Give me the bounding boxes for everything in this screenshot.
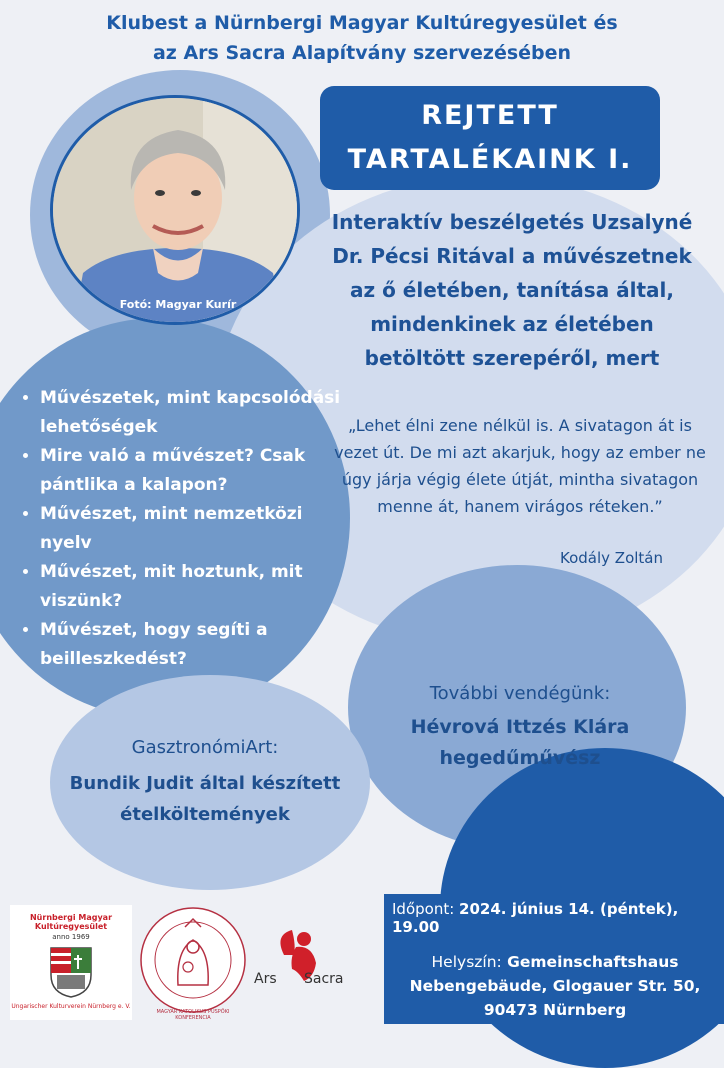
- header-line2: az Ars Sacra Alapítvány szervezésében: [152, 42, 572, 64]
- club-logo-year: anno 1969: [52, 933, 90, 941]
- photo-credit: Fotó: Magyar Kurír: [119, 298, 237, 311]
- bishops-logo-text: MAGYAR KATOLIKUS PÜSPÖKI KONFERENCIA: [156, 1009, 230, 1021]
- coat-of-arms-icon: [48, 945, 94, 999]
- bishops-conference-logo: [138, 905, 248, 1021]
- title-line1: REJTETT: [421, 100, 559, 131]
- location-line2: Nebengebäude, Glogauer Str. 50,: [409, 977, 701, 995]
- list-item: • Művészet, mint nemzetközi nyelv: [40, 500, 350, 558]
- topic-list: [18, 384, 350, 674]
- intro-text: Interaktív beszélgetés Uzsalyné Dr. Pécsi Ritával a művészetnek az ő életében, tanítása által, mindenkinek az életében betöltött szerepéről, mert: [331, 210, 693, 370]
- location-line3: 90473 Nürnberg: [483, 1001, 627, 1019]
- speaker-photo-image: [53, 98, 300, 325]
- sacra-text: Sacra: [304, 971, 344, 987]
- list-item: • Művészetek, mint kapcsolódási lehetőségek: [40, 384, 350, 442]
- ars-sacra-logo: [254, 925, 374, 1005]
- quote-author: Kodály Zoltán: [560, 549, 663, 567]
- header-line1: Klubest a Nürnbergi Magyar Kultúregyesület és: [106, 12, 618, 34]
- gastro-label: GasztronómiArt:: [131, 737, 279, 758]
- location-label: Helyszín:: [431, 953, 502, 971]
- madonna-seal-icon: [138, 905, 248, 1015]
- header: [0, 8, 724, 68]
- event-date: [392, 900, 718, 936]
- list-item: • Művészet, hogy segíti a beilleszkedést?: [40, 616, 350, 674]
- list-item: • Művészet, mit hoztunk, mit viszünk?: [40, 558, 350, 616]
- location-line1: Gemeinschaftshaus: [507, 953, 679, 971]
- gastro-text: Bundik Judit által készített ételköltemények: [69, 773, 341, 825]
- club-logo-top-text: Nürnbergi Magyar Kultúregyesület: [29, 913, 113, 931]
- event-location: [395, 950, 715, 1022]
- speaker-photo: [50, 95, 300, 325]
- title-line2: TARTALÉKAINK I.: [347, 144, 633, 175]
- ars-text: Ars: [254, 971, 277, 987]
- quote-text: „Lehet élni zene nélkül is. A sivatagon át is vezet út. De mi azt akarjuk, hogy az ember ne úgy járja végig élete útját, mintha sivatagon menne át, hanem virágos réteken.”: [334, 416, 706, 516]
- club-logo-bottom-text: Ungarischer Kulturverein Nürnberg e. V.: [11, 1003, 131, 1010]
- list-item: • Mire való a művészet? Csak pántlika a kalapon?: [40, 442, 350, 500]
- title-box: [320, 86, 660, 190]
- logo-strip: [10, 905, 390, 1020]
- date-value: 2024. június 14. (péntek), 19.00: [392, 900, 679, 936]
- guest-label: További vendégünk:: [429, 683, 611, 704]
- date-label: Időpont:: [392, 900, 455, 918]
- club-logo: [10, 905, 132, 1020]
- guest-name: Hévrová Ittzés Klára hegedűművész: [410, 716, 630, 769]
